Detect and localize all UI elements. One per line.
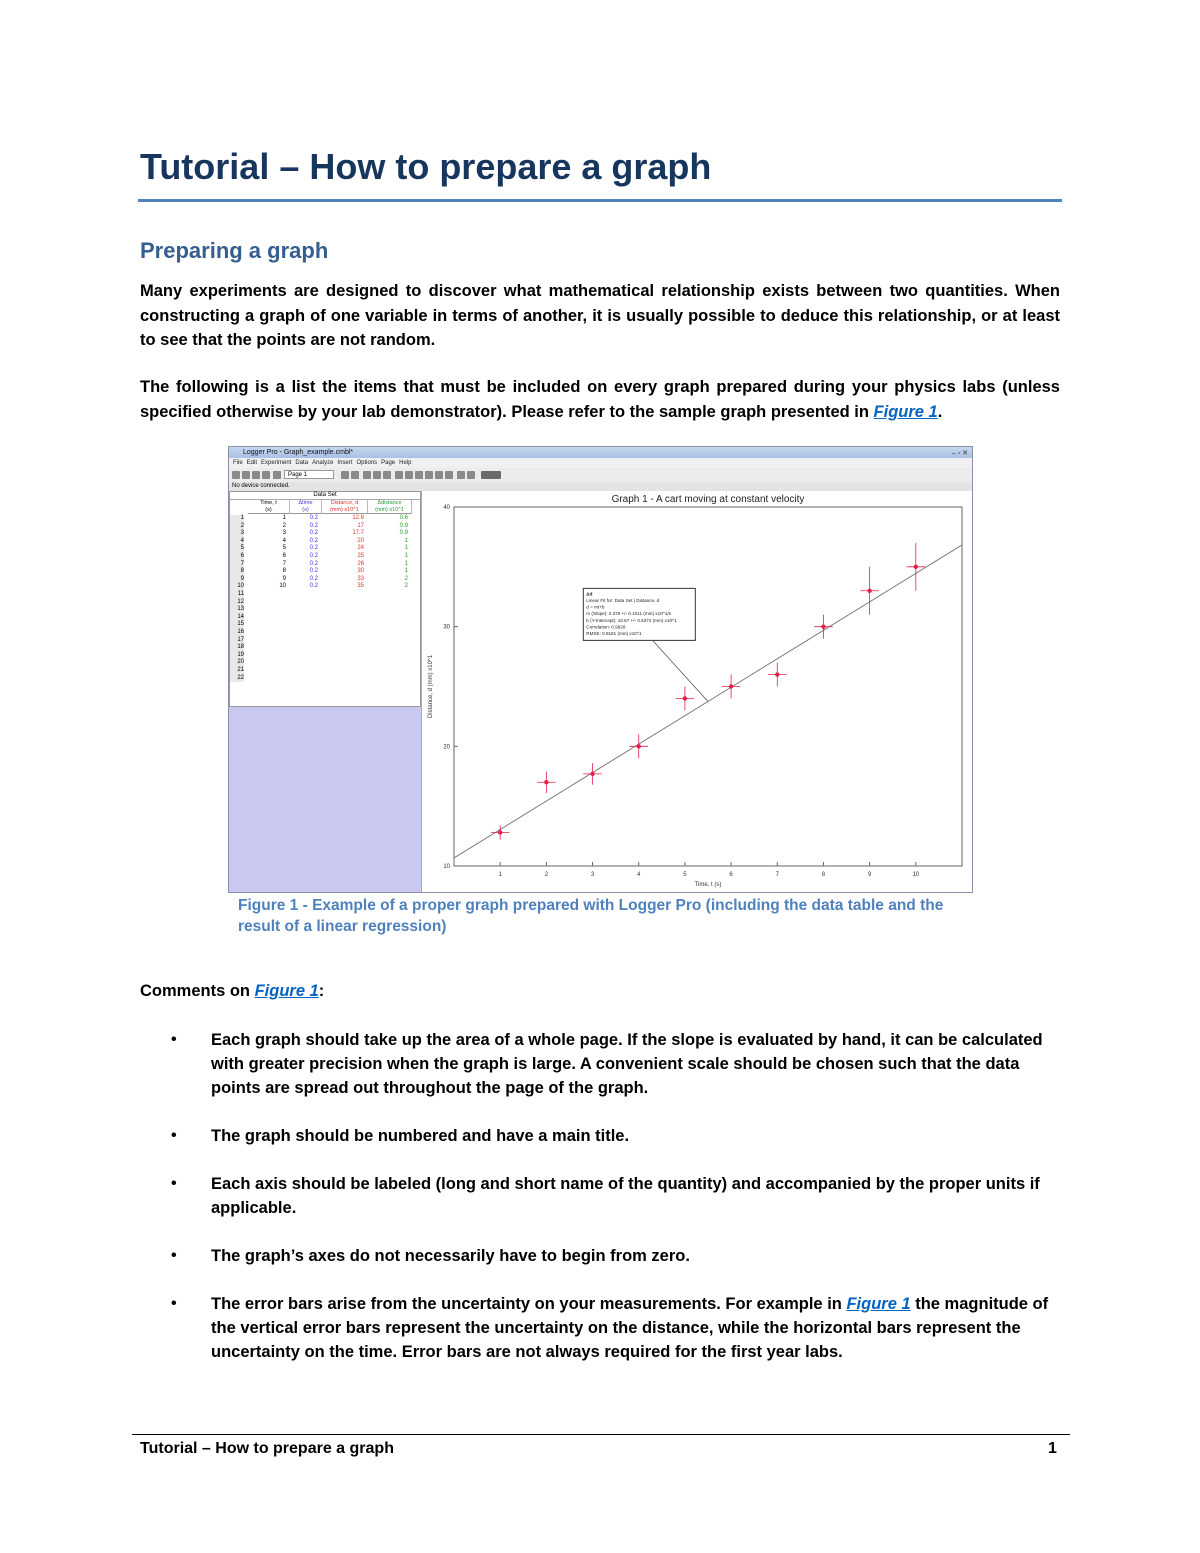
bullet-icon: •: [171, 1175, 177, 1192]
table-row: [230, 629, 418, 637]
row-number: 5: [230, 545, 244, 553]
bullet-text-end: the magnitude of the vertical error bars represent the uncertainty on the distance, while the horizontal bars represent the uncertainty on the time. Error bars are not always required for the first year labs.: [211, 1295, 1049, 1361]
comments-figure-link[interactable]: Figure 1: [254, 982, 319, 1000]
figure-caption: Figure 1 - Example of a proper graph prepared with Logger Pro (including the data table and the result of a linear regression): [238, 897, 944, 935]
row-number: 7: [230, 561, 244, 569]
y-axis-label: Distance, d (mm) x10^1: [428, 654, 434, 719]
list-item: [171, 1124, 1061, 1148]
table-row: [230, 515, 418, 523]
left-pane: [229, 491, 421, 892]
annotation-line: b (Y-Intercept): 10.67 +/- 0.6272 (mm) x10^1: [586, 617, 677, 623]
tangent-icon: [405, 471, 413, 479]
table-row: [230, 667, 418, 675]
data-table: [229, 491, 421, 707]
open-icon: [242, 471, 250, 479]
table-cell: 1: [404, 553, 408, 559]
examine-icon: [395, 471, 403, 479]
table-row: [230, 583, 418, 591]
table-cell: 0.2: [309, 553, 318, 559]
annotation-line: d = mt+b: [586, 604, 605, 610]
window-titlebar: [229, 447, 972, 458]
table-row: [230, 614, 418, 622]
row-number: 11: [230, 591, 244, 599]
row-number: 21: [230, 667, 244, 675]
graph-icon: [351, 471, 359, 479]
table-cell: 0.2: [309, 545, 318, 552]
x-tick-label: 8: [821, 872, 826, 878]
table-row: [230, 652, 418, 660]
bullet-text: Each graph should take up the area of a whole page. If the slope is evaluated by hand, it can be calculated with greater precision when the graph is large. A convenient scale should be chosen such that the data points are spread out throughout the page of the graph.: [211, 1031, 1043, 1097]
table-cell: 0.6: [399, 515, 408, 521]
x-tick-label: 10: [912, 872, 920, 878]
linear-fit-line: [454, 545, 962, 858]
table-row: [230, 538, 418, 546]
x-tick-label: 1: [498, 872, 502, 878]
row-number: 6: [230, 553, 244, 561]
stats-icon: [425, 471, 433, 479]
table-cell: 0.9: [399, 530, 408, 537]
data-point: [544, 780, 548, 784]
table-cell: 33: [357, 575, 364, 582]
data-point: [775, 672, 779, 676]
list-intro-paragraph: [140, 375, 1060, 424]
menu-item-insert: Insert: [337, 460, 353, 466]
menu-item-file: File: [233, 460, 243, 466]
list-intro-end: .: [937, 402, 943, 421]
x-tick-label: 6: [729, 872, 733, 878]
print-icon: [262, 471, 270, 479]
table-icon: [341, 471, 349, 479]
toolbar: [229, 468, 972, 483]
y-tick-label: 30: [443, 624, 450, 631]
data-point: [821, 624, 825, 628]
table-row: [230, 545, 418, 553]
autoscale-icon: [363, 471, 371, 479]
linear-fit-icon: [435, 471, 443, 479]
list-item: [171, 1028, 1061, 1100]
table-column-header: [368, 500, 412, 514]
integral-icon: [415, 471, 423, 479]
page-selector: Page 1: [284, 470, 334, 479]
table-row: [230, 606, 418, 614]
chart-title: Graph 1 - A cart moving at constant velocity: [611, 494, 805, 505]
column-unit: (s): [265, 506, 272, 513]
data-point: [914, 565, 918, 569]
list-intro-text: The following is a list the items that must be included on every graph prepared during your physics labs (unless specified otherwise by your lab demonstrator). Please refer to the sample graph presented in: [140, 378, 1060, 421]
table-row: [230, 553, 418, 561]
camera-icon: [467, 471, 475, 479]
table-cell: 1: [404, 537, 408, 544]
table-cell: 7: [282, 560, 286, 567]
x-tick-label: 7: [775, 872, 779, 878]
table-cell: 17.7: [352, 530, 364, 537]
footer-title: Tutorial – How to prepare a graph: [140, 1440, 394, 1457]
table-row: [230, 576, 418, 584]
intro-paragraph: Many experiments are designed to discover what mathematical relationship exists between two quantities. When constructing a graph of one variable in terms of another, it is usually possible to deduce this relationship, or at least to see that the points are not random.: [140, 282, 1060, 349]
collect-button-icon: [481, 471, 501, 479]
x-tick-label: 2: [544, 872, 549, 878]
menu-item-experiment: Experiment: [261, 460, 292, 466]
annotation-line: Linear Fit for: Data Set | Distance, d: [586, 597, 660, 603]
table-column-header: [322, 500, 368, 514]
row-number: 17: [230, 637, 244, 645]
table-cell: 2: [404, 583, 408, 590]
menu-item-analyze: Analyze: [312, 460, 334, 466]
row-number: 14: [230, 614, 244, 622]
table-cell: 17: [357, 522, 364, 529]
bullet-text: Each axis should be labeled (long and short name of the quantity) and accompanied by the proper units if applicable.: [211, 1175, 1040, 1217]
column-name: Time, t: [260, 500, 277, 506]
table-cell: 0.2: [309, 568, 318, 575]
bullet-text-start: The error bars arise from the uncertainty on your measurements. For example in: [211, 1295, 847, 1313]
device-status: No device connected.: [229, 482, 972, 491]
column-name: Distance, d: [330, 500, 359, 506]
table-row: [230, 621, 418, 629]
table-cell: 0.2: [309, 537, 318, 544]
table-row: [230, 561, 418, 569]
menu-item-page: Page: [381, 460, 396, 466]
annotation-line: RMSE: 0.9181 (mm) x10^1: [586, 630, 642, 636]
zoom-out-icon: [383, 471, 391, 479]
column-name: Δdistance: [377, 500, 402, 506]
annotation-line: m (Slope): 2.378 +/- 0.1011 (mm) x10^1/s: [586, 611, 671, 617]
table-cell: 0.2: [309, 522, 318, 529]
row-number: 2: [230, 523, 244, 531]
data-point: [498, 830, 502, 834]
new-icon: [232, 471, 240, 479]
row-number: 16: [230, 629, 244, 637]
y-tick-label: 10: [443, 864, 450, 870]
page-title: Tutorial – How to prepare a graph: [140, 146, 712, 187]
table-row: [230, 637, 418, 645]
back-icon: [273, 471, 281, 479]
table-cell: 0.2: [309, 530, 318, 537]
table-cell: 26: [357, 560, 364, 567]
x-tick-label: 3: [590, 872, 595, 878]
table-cell: 1: [404, 568, 408, 575]
table-cell: 25: [357, 553, 364, 559]
annotation-leader-line: [653, 640, 708, 701]
column-name: Δtime: [298, 500, 313, 506]
zoom-in-icon: [373, 471, 381, 479]
plot-frame: [454, 507, 962, 866]
row-number: 3: [230, 530, 244, 538]
table-cell: 1: [404, 545, 408, 552]
curve-fit-icon: [445, 471, 453, 479]
table-cell: 12.8: [352, 515, 364, 521]
data-point: [729, 684, 733, 688]
row-number: 22: [230, 675, 244, 683]
bullet-figure-link[interactable]: Figure 1: [846, 1295, 911, 1313]
graph-pane: [421, 491, 973, 892]
table-cell: 6: [282, 553, 286, 559]
table-cell: 0.2: [309, 583, 318, 590]
y-tick-label: 40: [443, 505, 450, 511]
table-cell: 35: [357, 583, 364, 590]
window-buttons: – ▫ ✕: [951, 450, 968, 457]
table-column-header: [248, 500, 290, 514]
row-number: 18: [230, 644, 244, 652]
figure-1-link[interactable]: Figure 1: [873, 402, 938, 421]
table-cell: 9: [282, 575, 286, 582]
table-cell: 0.2: [309, 515, 318, 521]
x-tick-label: 5: [683, 872, 687, 878]
bullet-icon: •: [171, 1247, 177, 1264]
row-number: 12: [230, 599, 244, 607]
annotation-line: Δd: [586, 591, 593, 597]
table-row: [230, 644, 418, 652]
table-cell: 24: [357, 545, 364, 552]
logger-pro-screenshot: [228, 446, 973, 893]
menu-bar: [229, 458, 972, 468]
row-number: 1: [230, 515, 244, 523]
row-number: 13: [230, 606, 244, 614]
table-row: [230, 675, 418, 683]
table-cell: 0.2: [309, 575, 318, 582]
bullet-text: The graph’s axes do not necessarily have to begin from zero.: [211, 1247, 690, 1265]
list-item: [171, 1172, 1061, 1220]
table-cell: 10: [279, 583, 286, 590]
data-set-title: Data Set: [230, 492, 420, 500]
row-number: 15: [230, 621, 244, 629]
section-heading: Preparing a graph: [140, 238, 329, 263]
comments-suffix: :: [318, 982, 325, 1000]
column-unit: (mm) x10^1: [330, 506, 359, 513]
table-cell: 8: [282, 568, 286, 575]
row-number: 8: [230, 568, 244, 576]
table-cell: 20: [357, 537, 364, 544]
menu-item-edit: Edit: [246, 460, 258, 466]
table-row: [230, 568, 418, 576]
list-item: [171, 1292, 1061, 1364]
annotation-line: Correlation: 0.9928: [586, 624, 626, 630]
window-title: Logger Pro - Graph_example.cmbl*: [243, 449, 354, 456]
menu-item-data: Data: [295, 460, 309, 466]
table-row: [230, 591, 418, 599]
bullet-icon: •: [171, 1295, 177, 1312]
table-row: [230, 530, 418, 538]
menu-item-help: Help: [399, 460, 412, 466]
table-cell: 1: [282, 515, 286, 521]
row-number: 10: [230, 583, 244, 591]
table-cell: 2: [282, 522, 286, 529]
table-cell: 30: [357, 568, 364, 575]
column-unit: (s): [302, 506, 309, 513]
data-point: [867, 589, 871, 593]
list-item: [171, 1244, 1061, 1268]
menu-item-options: Options: [356, 460, 378, 466]
x-axis-label: Time, t (s): [694, 882, 722, 888]
data-point: [683, 696, 687, 700]
bullet-icon: •: [171, 1127, 177, 1144]
data-point: [637, 744, 641, 748]
table-cell: 0.9: [399, 522, 408, 529]
x-tick-label: 4: [637, 872, 641, 878]
comments-heading: [140, 982, 324, 1001]
table-cell: 0.2: [309, 560, 318, 567]
bullet-text: The graph should be numbered and have a main title.: [211, 1127, 630, 1145]
table-cell: 2: [404, 575, 408, 582]
table-cell: 4: [282, 537, 286, 544]
data-point: [590, 772, 594, 776]
comments-prefix: Comments on: [140, 982, 255, 1000]
graph-1-chart: [422, 491, 973, 892]
table-row: [230, 659, 418, 667]
table-row: [230, 599, 418, 607]
bullet-icon: •: [171, 1031, 177, 1048]
table-cell: 5: [282, 545, 286, 552]
table-cell: 3: [282, 530, 286, 537]
row-number: 20: [230, 659, 244, 667]
model-icon: [457, 471, 465, 479]
row-number: 4: [230, 538, 244, 546]
table-row: [230, 523, 418, 531]
table-cell: 1: [404, 560, 408, 567]
y-tick-label: 20: [443, 744, 450, 751]
row-number: 19: [230, 652, 244, 660]
save-icon: [252, 471, 260, 479]
column-unit: (mm) x10^1: [375, 506, 404, 513]
footer-rule: [132, 1434, 1070, 1435]
row-number: 9: [230, 576, 244, 584]
page-number: 1: [1048, 1440, 1057, 1457]
table-column-header: [290, 500, 322, 514]
x-tick-label: 9: [867, 872, 872, 878]
title-underline: [138, 199, 1062, 202]
